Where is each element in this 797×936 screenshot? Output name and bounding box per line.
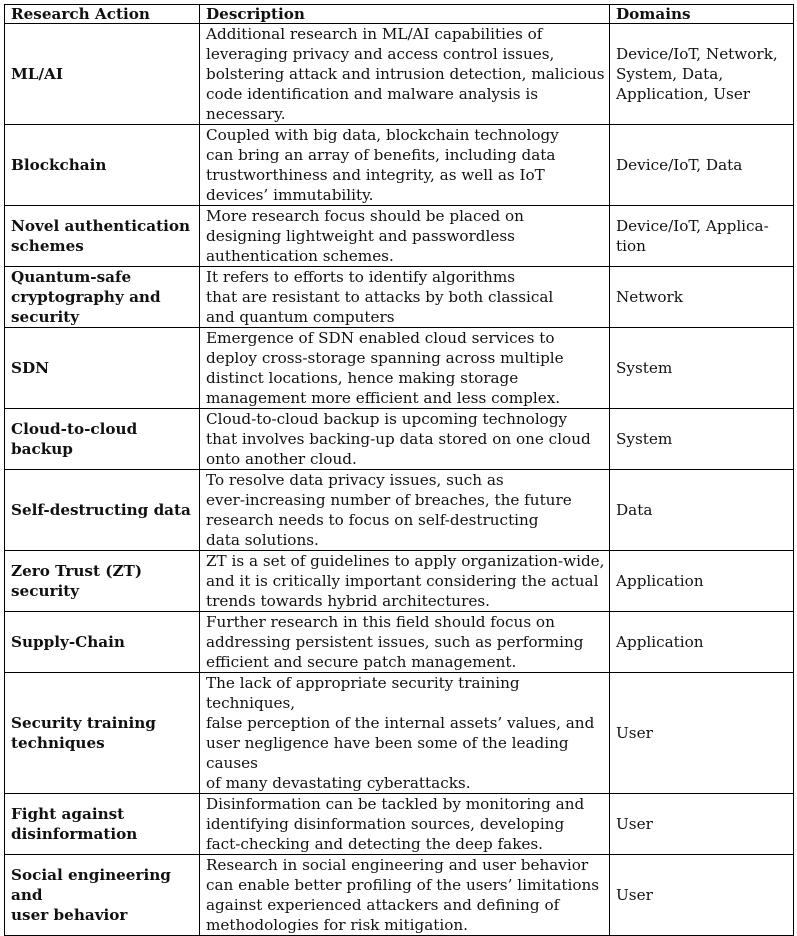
table-row [5, 470, 794, 551]
domains-cell: User [610, 855, 794, 936]
table-row [5, 328, 794, 409]
description-cell: ZT is a set of guidelines to apply organization-wide, and it is critically important considering the actual trends towards hybrid architectures. [200, 551, 610, 612]
research-action-cell: Cloud-to-cloud backup [5, 409, 200, 470]
domains-cell: Application [610, 551, 794, 612]
header-domains: Domains [610, 5, 794, 24]
description-cell: Disinformation can be tackled by monitoring and identifying disinformation sources, developing fact-checking and detecting the deep fakes. [200, 794, 610, 855]
domains-cell: Device/IoT, Network, System, Data, Application, User [610, 24, 794, 125]
research-actions-table [4, 4, 794, 936]
header-research-action: Research Action [5, 5, 200, 24]
research-action-cell: Zero Trust (ZT) security [5, 551, 200, 612]
header-row [5, 5, 794, 24]
research-action-cell: Self-destructing data [5, 470, 200, 551]
table-row [5, 24, 794, 125]
table-row [5, 206, 794, 267]
table-row [5, 125, 794, 206]
table-row [5, 409, 794, 470]
description-cell: Further research in this field should focus on addressing persistent issues, such as performing efficient and secure patch management. [200, 612, 610, 673]
description-cell: Coupled with big data, blockchain technology can bring an array of benefits, including data trustworthiness and integrity, as well as IoT devices’ immutability. [200, 125, 610, 206]
table-row [5, 551, 794, 612]
description-cell: More research focus should be placed on designing lightweight and passwordless authentication schemes. [200, 206, 610, 267]
research-action-cell: Security training techniques [5, 673, 200, 794]
research-action-cell: Novel authentication schemes [5, 206, 200, 267]
description-cell: Cloud-to-cloud backup is upcoming technology that involves backing-up data stored on one cloud onto another cloud. [200, 409, 610, 470]
domains-cell: System [610, 328, 794, 409]
research-action-cell: Fight against disinformation [5, 794, 200, 855]
research-action-cell: Supply-Chain [5, 612, 200, 673]
research-action-cell: Social engineering and user behavior [5, 855, 200, 936]
domains-cell: Network [610, 267, 794, 328]
table-row [5, 673, 794, 794]
description-cell: Additional research in ML/AI capabilities of leveraging privacy and access control issues, bolstering attack and intrusion detection, malicious code identification and malware analysis is necessary. [200, 24, 610, 125]
description-cell: To resolve data privacy issues, such as ever-increasing number of breaches, the future research needs to focus on self-destructing data solutions. [200, 470, 610, 551]
description-cell: The lack of appropriate security training techniques, false perception of the internal assets’ values, and user negligence have been some of the leading causes of many devastating cyberattacks. [200, 673, 610, 794]
table-row [5, 794, 794, 855]
description-cell: It refers to efforts to identify algorithms that are resistant to attacks by both classical and quantum computers [200, 267, 610, 328]
domains-cell: Device/IoT, Data [610, 125, 794, 206]
domains-cell: User [610, 673, 794, 794]
domains-cell: Data [610, 470, 794, 551]
research-action-cell: ML/AI [5, 24, 200, 125]
table-row [5, 612, 794, 673]
table-row [5, 855, 794, 936]
description-cell: Emergence of SDN enabled cloud services to deploy cross-storage spanning across multiple distinct locations, hence making storage management more efficient and less complex. [200, 328, 610, 409]
domains-cell: System [610, 409, 794, 470]
domains-cell: Device/IoT, Applica- tion [610, 206, 794, 267]
table-row [5, 267, 794, 328]
header-description: Description [200, 5, 610, 24]
description-cell: Research in social engineering and user behavior can enable better profiling of the users’ limitations against experienced attackers and defining of methodologies for risk mitigation. [200, 855, 610, 936]
domains-cell: User [610, 794, 794, 855]
research-action-cell: SDN [5, 328, 200, 409]
research-action-cell: Blockchain [5, 125, 200, 206]
research-action-cell: Quantum-safe cryptography and security [5, 267, 200, 328]
domains-cell: Application [610, 612, 794, 673]
